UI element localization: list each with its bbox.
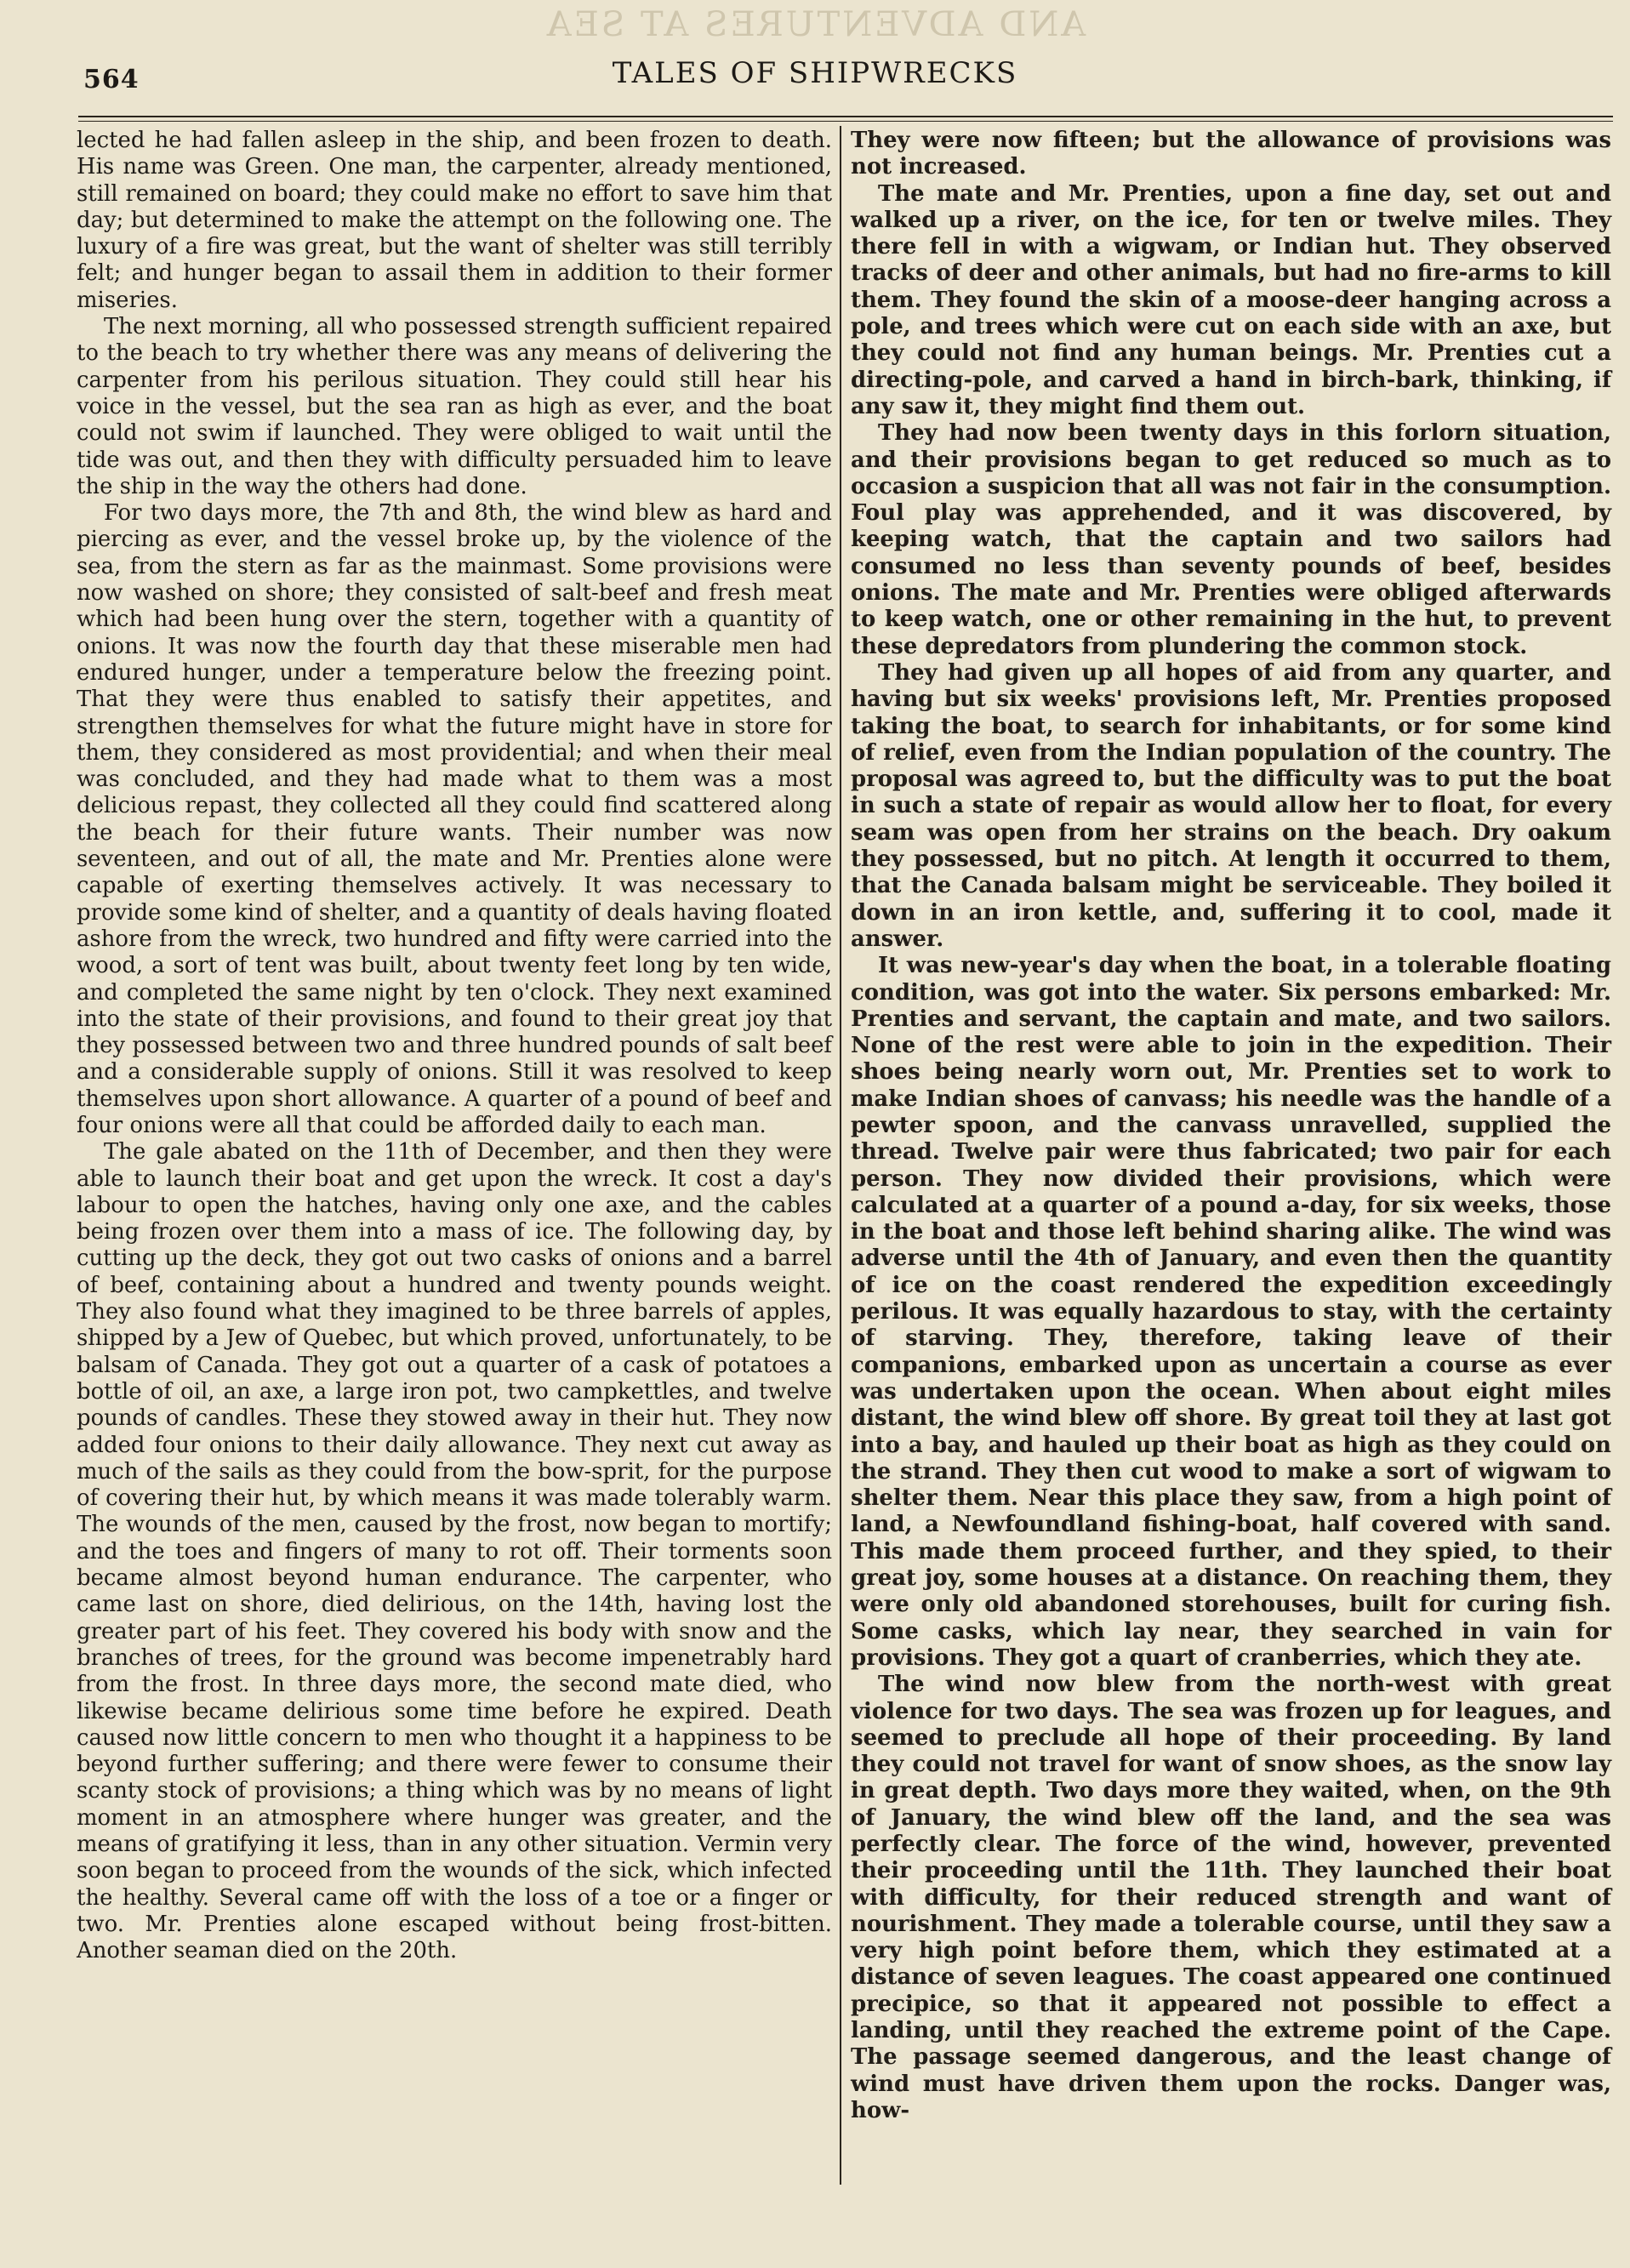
right-column	[851, 128, 1611, 2124]
header-rule	[78, 116, 1613, 122]
paragraph: They had now been twenty days in this forlorn situation, and their provisions began to get reduced so much as to occasion a suspicion that all was not fair in the consumption. Foul play was apprehended, and it was discovered, by keeping watch, that the captain and two sailors had consumed no less than seventy pounds of beef, besides onions. The mate and Mr. Prenties were obliged afterwards to keep watch, one or other remaining in the hut, to prevent these depredators from plundering the common stock.	[851, 420, 1611, 659]
paragraph: It was new-year's day when the boat, in a tolerable floating condition, was got into the water. Six persons embarked: Mr. Prenties and servant, the captain and mate, and two sailors. None of the rest were able to join in the expedition. Their shoes being nearly worn out, Mr. Prenties set to work to make Indian shoes of canvass; his needle was the handle of a pewter spoon, and the canvass unravelled, supplied the thread. Twelve pair were thus fabricated; two pair for each person. They now divided their provisions, which were calculated at a quarter of a pound a-day, for six weeks, those in the boat and those left behind sharing alike. The wind was adverse until the 4th of January, and even then the quantity of ice on the coast rendered the expedition exceedingly perilous. It was equally hazardous to stay, with the certainty of starving. They, therefore, taking leave of their companions, embarked upon as uncertain a course as ever was undertaken upon the ocean. When about eight miles distant, the wind blew off shore. By great toil they at last got into a bay, and hauled up their boat as high as they could on the strand. They then cut wood to make a sort of wigwam to shelter them. Near this place they saw, from a high point of land, a Newfoundland fishing-boat, half covered with sand. This made them proceed further, and they spied, to their great joy, some houses at a distance. On reaching them, they were only old abandoned storehouses, built for curing fish. Some casks, which lay near, they searched in vain for provisions. They got a quart of cranberries, which they ate.	[851, 953, 1611, 1671]
paragraph: They were now fifteen; but the allowance of provisions was not increased.	[851, 128, 1611, 180]
paragraph: The mate and Mr. Prenties, upon a fine day, set out and walked up a river, on the ice, for ten or twelve miles. They there fell in with a wigwam, or Indian hut. They observed tracks of deer and other animals, but had no fire-arms to kill them. They found the skin of a moose-deer hanging across a pole, and trees which were cut on each side with an axe, but they could not find any human beings. Mr. Prenties cut a directing-pole, and carved a hand in birch-bark, thinking, if any saw it, they might find them out.	[851, 180, 1611, 419]
page-number: 564	[83, 65, 140, 94]
paragraph: The wind now blew from the north-west with great violence for two days. The sea was frozen up for leagues, and seemed to preclude all hope of their proceeding. By land they could not travel for want of snow shoes, as the snow lay in great depth. Two days more they waited, when, on the 9th of January, the wind blew off the land, and the sea was perfectly clear. The force of the wind, however, prevented their proceeding until the 11th. They launched their boat with difficulty, for their reduced strength and want of nourishment. They made a tolerable course, until they saw a very high point before them, which they estimated at a distance of seven leagues. The coast appeared one continued precipice, so that it appeared not possible to effect a landing, until they reached the extreme point of the Cape. The passage seemed dangerous, and the least change of wind must have driven them upon the rocks. Danger was, how-	[851, 1672, 1611, 2123]
column-divider	[840, 126, 841, 2185]
left-column	[77, 128, 832, 1964]
bleed-through-heading: AND ADVENTURES AT SEA	[544, 5, 1086, 44]
paragraph: lected he had fallen asleep in the ship, and been frozen to death. His name was Green. One man, the carpenter, already mentioned, still remained on board; they could make no effort to save him that day; but determined to make the attempt on the following one. The luxury of a fire was great, but the want of shelter was still terribly felt; and hunger began to assail them in addition to their former miseries.	[77, 128, 832, 313]
paragraph: The gale abated on the 11th of December, and then they were able to launch their boat and get upon the wreck. It cost a day's labour to open the hatches, having only one axe, and the cables being frozen over them into a mass of ice. The following day, by cutting up the deck, they got out two casks of onions and a barrel of beef, containing about a hundred and twenty pounds weight. They also found what they imagined to be three barrels of apples, shipped by a Jew of Quebec, but which proved, unfortunately, to be balsam of Canada. They got out a quarter of a cask of potatoes a bottle of oil, an axe, a large iron pot, two campkettles, and twelve pounds of candles. These they stowed away in their hut. They now added four onions to their daily allowance. They next cut away as much of the sails as they could from the bow-sprit, for the purpose of covering their hut, by which means it was made tolerably warm. The wounds of the men, caused by the frost, now began to mortify; and the toes and fingers of many to rot off. Their torments soon became almost beyond human endurance. The carpenter, who came last on shore, died delirious, on the 14th, having lost the greater part of his feet. They covered his body with snow and the branches of trees, for the ground was become impenetrably hard from the frost. In three days more, the second mate died, who likewise became delirious some time before he expired. Death caused now little concern to men who thought it a happiness to be beyond further suffering; and there were fewer to consume their scanty stock of provisions; a thing which was by no means of light moment in an atmosphere where hunger was greater, and the means of gratifying it less, than in any other situation. Vermin very soon began to proceed from the wounds of the sick, which infected the healthy. Several came off with the loss of a toe or a finger or two. Mr. Prenties alone escaped without being frost-bitten. Another seaman died on the 20th.	[77, 1139, 832, 1964]
paragraph: The next morning, all who possessed strength sufficient repaired to the beach to try whether there was any means of delivering the carpenter from his perilous situation. They could still hear his voice in the vessel, but the sea ran as high as ever, and the boat could not swim if launched. They were obliged to wait until the tide was out, and then they with difficulty persuaded him to leave the ship in the way the others had done.	[77, 314, 832, 499]
paragraph: For two days more, the 7th and 8th, the wind blew as hard and piercing as ever, and the vessel broke up, by the violence of the sea, from the stern as far as the mainmast. Some provisions were now washed on shore; they consisted of salt-beef and fresh meat which had been hung over the stern, together with a quantity of onions. It was now the fourth day that these miserable men had endured hunger, under a temperature below the freezing point. That they were thus enabled to satisfy their appetites, and strengthen themselves for what the future might have in store for them, they considered as most providential; and when their meal was concluded, and they had made what to them was a most delicious repast, they collected all they could find scattered along the beach for their future wants. Their number was now seventeen, and out of all, the mate and Mr. Prenties alone were capable of exerting themselves actively. It was necessary to provide some kind of shelter, and a quantity of deals having floated ashore from the wreck, two hundred and fifty were carried into the wood, a sort of tent was built, about twenty feet long by ten wide, and completed the same night by ten o'clock. They next examined into the state of their provisions, and found to their great joy that they possessed between two and three hundred pounds of salt beef and a considerable supply of onions. Still it was resolved to keep themselves upon short allowance. A quarter of a pound of beef and four onions were all that could be afforded daily to each man.	[77, 500, 832, 1138]
running-title: TALES OF SHIPWRECKS	[612, 56, 1018, 90]
paragraph: They had given up all hopes of aid from any quarter, and having but six weeks' provisions left, Mr. Prenties proposed taking the boat, to search for inhabitants, or for some kind of relief, even from the Indian population of the country. The proposal was agreed to, but the difficulty was to put the boat in such a state of repair as would allow her to float, for every seam was open from her strains on the beach. Dry oakum they possessed, but no pitch. At length it occurred to them, that the Canada balsam might be serviceable. They boiled it down in an iron kettle, and, suffering it to cool, made it answer.	[851, 659, 1611, 952]
